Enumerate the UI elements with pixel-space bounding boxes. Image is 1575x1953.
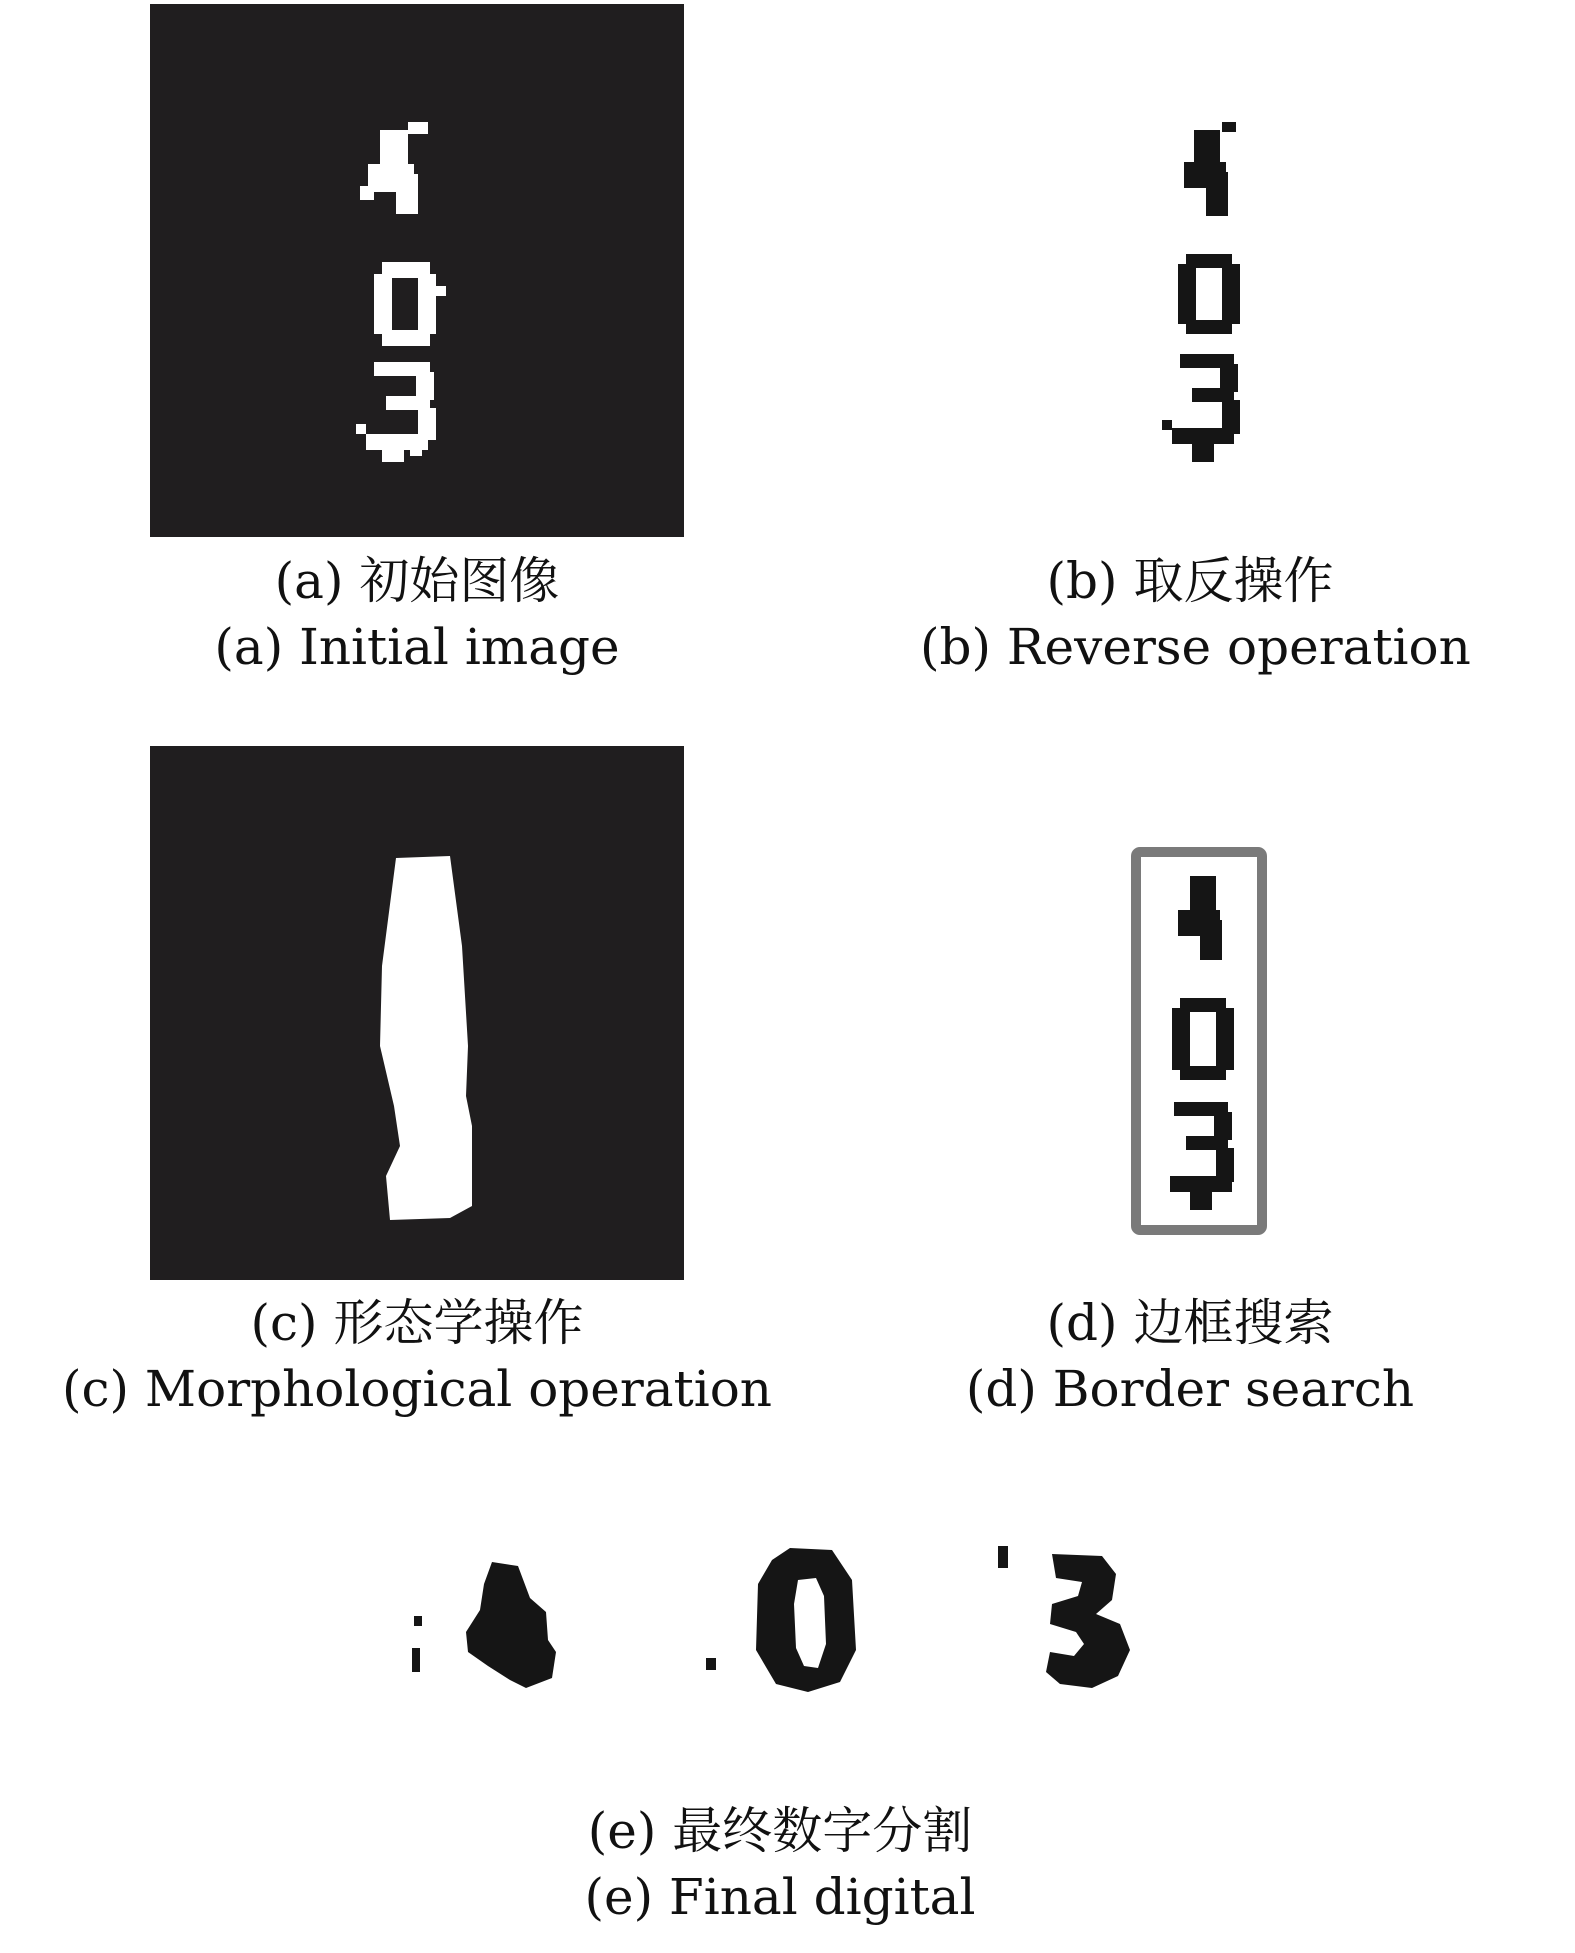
morphological-image xyxy=(150,746,684,1280)
reversed-image xyxy=(1012,90,1352,500)
caption-b xyxy=(920,548,1471,680)
digit-0 xyxy=(756,1548,856,1692)
caption-en: (b) Reverse operation xyxy=(920,618,1471,676)
digits-black-vertical xyxy=(1012,90,1352,500)
segmented-digits-image xyxy=(400,1540,1160,1730)
caption-zh: (d) 边框搜索 xyxy=(1046,1294,1334,1352)
caption-en: (e) Final digital xyxy=(584,1868,976,1926)
digits-horizontal xyxy=(400,1540,1160,1730)
caption-zh: (a) 初始图像 xyxy=(274,552,560,610)
digit-4 xyxy=(466,1562,556,1688)
caption-en: (c) Morphological operation xyxy=(61,1360,772,1418)
caption-zh: (b) 取反操作 xyxy=(1046,552,1334,610)
caption-a xyxy=(150,548,684,680)
caption-zh: (c) 形态学操作 xyxy=(250,1294,584,1352)
caption-c xyxy=(40,1290,794,1422)
caption-e xyxy=(480,1798,1080,1930)
white-blob xyxy=(150,746,684,1280)
caption-zh: (e) 最终数字分割 xyxy=(587,1802,973,1860)
digits-white-vertical xyxy=(150,4,684,537)
caption-en: (a) Initial image xyxy=(214,618,620,676)
digits-with-border xyxy=(1130,846,1270,1238)
digit-3 xyxy=(1046,1554,1130,1688)
border-search-image xyxy=(1130,846,1270,1238)
initial-image xyxy=(150,4,684,537)
caption-d xyxy=(940,1290,1440,1422)
caption-en: (d) Border search xyxy=(965,1360,1415,1418)
